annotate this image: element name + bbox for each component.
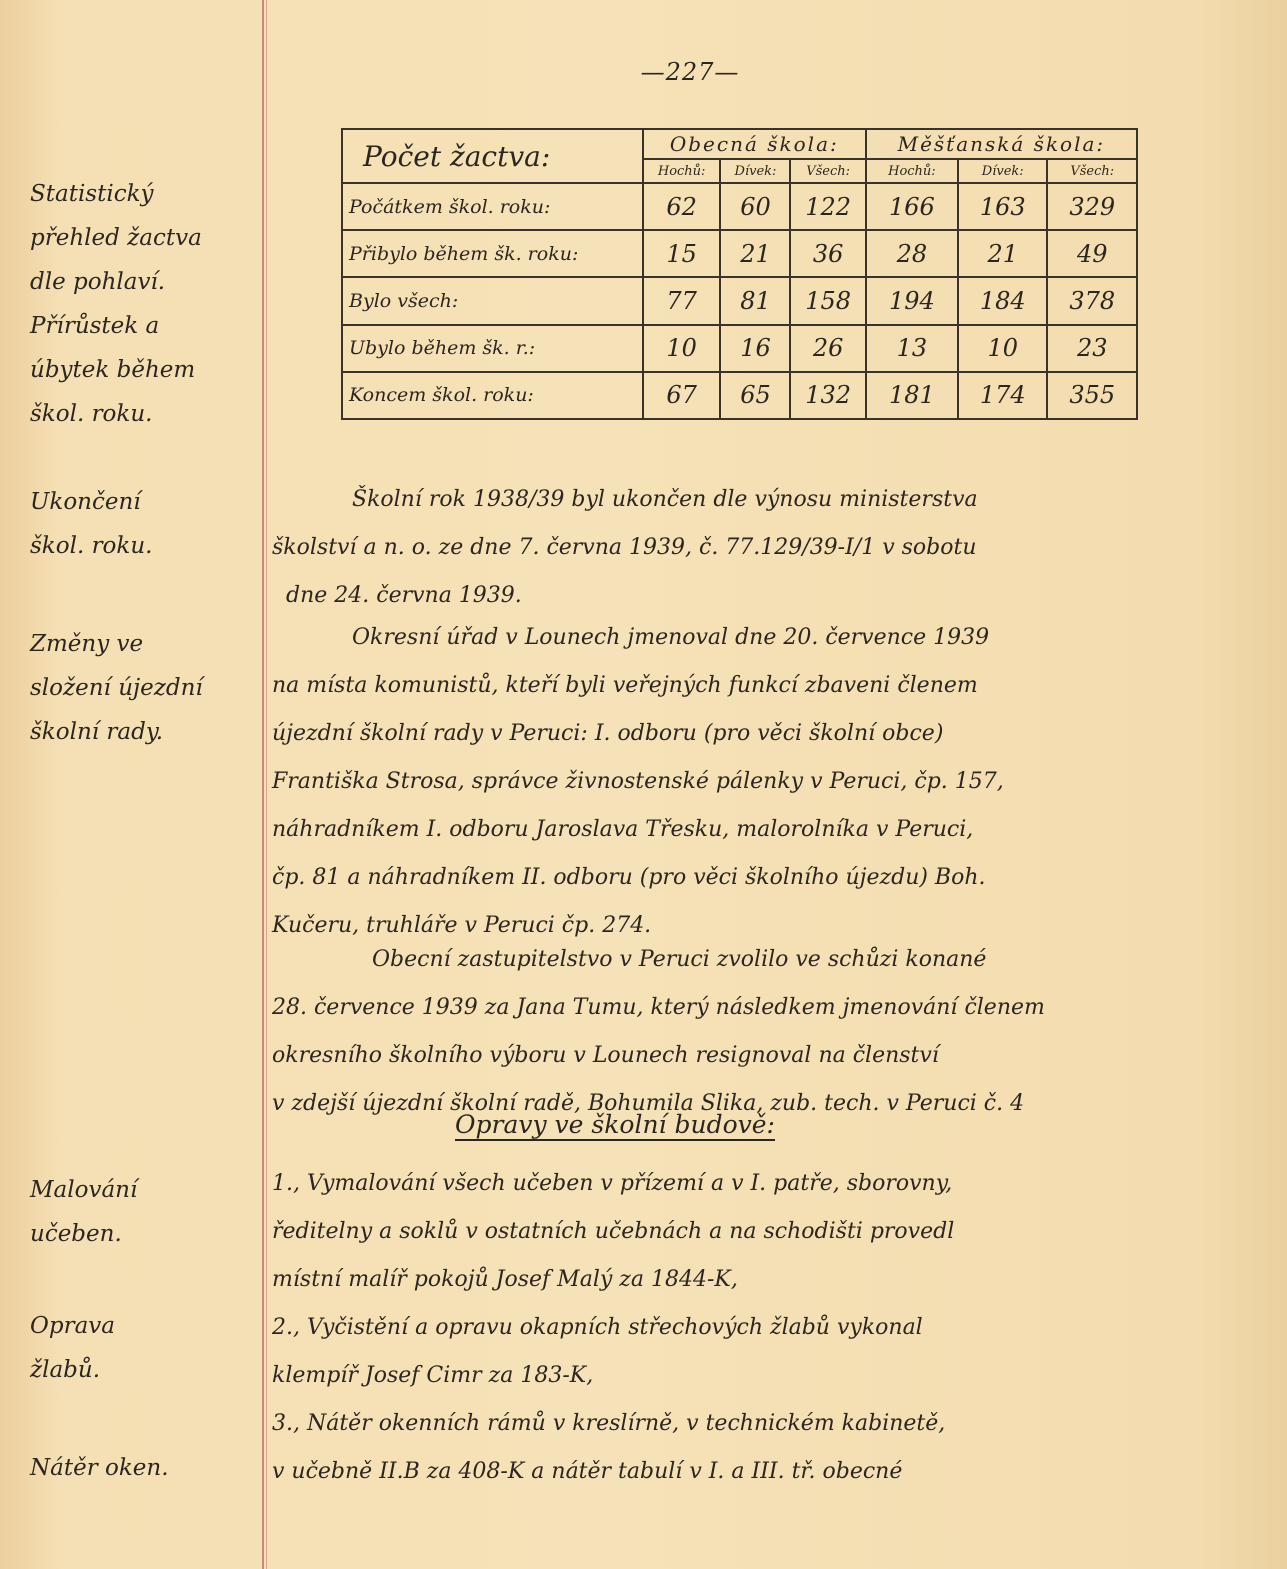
table-cell: 21: [720, 230, 790, 277]
table-cell: 378: [1047, 277, 1137, 324]
text-line: 28. července 1939 za Jana Tumu, který následkem jmenování členem: [272, 995, 1045, 1020]
table-cell: 132: [790, 372, 865, 419]
margin-note-line: učeben.: [30, 1221, 122, 1247]
table-cell: 355: [1047, 372, 1137, 419]
text-line: v zdejší újezdní školní radě, Bohumila Slika, zub. tech. v Peruci č. 4: [272, 1091, 1025, 1116]
row-label: Ubylo během šk. r.:: [342, 325, 643, 372]
table-cell: 181: [866, 372, 958, 419]
margin-note-line: Změny ve: [30, 631, 144, 657]
text-line: Obecní zastupitelstvo v Peruci zvolilo ve schůzi konané: [372, 947, 987, 972]
table-cell: 174: [958, 372, 1047, 419]
margin-note-gutters: [30, 1304, 256, 1392]
text-line: Školní rok 1938/39 byl ukončen dle výnosu ministerstva: [352, 487, 978, 512]
table-cell: 23: [1047, 325, 1137, 372]
column-header: Hochů:: [866, 159, 958, 183]
list-item: 2., Vyčistění a opravu okapních střechových žlabů vykonal: [272, 1315, 923, 1340]
table-cell: 184: [958, 277, 1047, 324]
column-header: Dívek:: [958, 159, 1047, 183]
margin-note-line: Přírůstek a: [30, 313, 160, 339]
margin-note-line: Oprava: [30, 1313, 115, 1339]
margin-note-line: Statistický: [30, 181, 154, 207]
text-line: čp. 81 a náhradníkem II. odboru (pro věci školního újezdu) Boh.: [272, 865, 986, 890]
table-row: [342, 277, 1137, 324]
table-cell: 122: [790, 183, 865, 230]
table-row: [342, 230, 1137, 277]
margin-note-line: Nátěr oken.: [30, 1455, 169, 1481]
table-cell: 36: [790, 230, 865, 277]
table-cell: 26: [790, 325, 865, 372]
table-cell: 329: [1047, 183, 1137, 230]
table-cell: 10: [643, 325, 721, 372]
paragraph-council-changes: [272, 614, 1262, 950]
text-line: ředitelny a soklů v ostatních učebnách a na schodišti provedl: [272, 1219, 955, 1244]
list-item: 3., Nátěr okenních rámů v kreslírně, v technickém kabinetě,: [272, 1411, 946, 1436]
table-cell: 194: [866, 277, 958, 324]
table-title: Počet žactva:: [342, 129, 643, 183]
pupil-statistics-table: [341, 128, 1138, 420]
margin-note-painting: [30, 1168, 256, 1256]
margin-note-windows: [30, 1446, 256, 1490]
table-cell: 77: [643, 277, 721, 324]
text-line: v učebně II.B za 408-K a nátěr tabulí v I. a III. tř. obecné: [272, 1459, 903, 1484]
table-cell: 16: [720, 325, 790, 372]
table-cell: 67: [643, 372, 721, 419]
table-row: [342, 325, 1137, 372]
paragraph-municipal-council: [272, 936, 1262, 1128]
text-line: klempíř Josef Cimr za 183-K,: [272, 1363, 594, 1388]
margin-note-line: úbytek během: [30, 357, 196, 383]
repairs-heading: Opravy ve školní budově:: [455, 1110, 775, 1139]
margin-rule-inner: [266, 0, 267, 1569]
text-line: místní malíř pokojů Josef Malý za 1844-K,: [272, 1267, 738, 1292]
margin-note-statistics: [30, 172, 256, 436]
text-line: Kučeru, truhláře v Peruci čp. 274.: [272, 913, 652, 938]
row-label: Koncem škol. roku:: [342, 372, 643, 419]
margin-note-line: škol. roku.: [30, 401, 153, 427]
text-line: Františka Strosa, správce živnostenské pálenky v Peruci, čp. 157,: [272, 769, 1004, 794]
table-cell: 81: [720, 277, 790, 324]
row-label: Bylo všech:: [342, 277, 643, 324]
text-line: na místa komunistů, kteří byli veřejných funkcí zbaveni členem: [272, 673, 978, 698]
table-cell: 49: [1047, 230, 1137, 277]
table-cell: 10: [958, 325, 1047, 372]
group-header-obecna: Obecná škola:: [643, 129, 866, 159]
margin-note-line: dle pohlaví.: [30, 269, 166, 295]
text-line: školství a n. o. ze dne 7. června 1939, č. 77.129/39-I/1 v sobotu: [272, 535, 977, 560]
column-header: Všech:: [1047, 159, 1137, 183]
table-cell: 60: [720, 183, 790, 230]
margin-note-line: škol. roku.: [30, 533, 153, 559]
table-cell: 28: [866, 230, 958, 277]
row-label: Počátkem škol. roku:: [342, 183, 643, 230]
table-cell: 163: [958, 183, 1047, 230]
text-line: újezdní školní rady v Peruci: I. odboru (pro věci školní obce): [272, 721, 944, 746]
margin-note-line: Ukončení: [30, 489, 141, 515]
table-cell: 13: [866, 325, 958, 372]
table-cell: 21: [958, 230, 1047, 277]
table-cell: 65: [720, 372, 790, 419]
margin-note-line: přehled žactva: [30, 225, 202, 251]
table-cell: 15: [643, 230, 721, 277]
text-line: Okresní úřad v Lounech jmenoval dne 20. července 1939: [352, 625, 990, 650]
table-cell: 62: [643, 183, 721, 230]
group-header-mestanska: Měšťanská škola:: [866, 129, 1137, 159]
table-cell: 166: [866, 183, 958, 230]
text-line: dne 24. června 1939.: [286, 583, 522, 608]
margin-note-council: [30, 622, 256, 754]
column-header: Hochů:: [643, 159, 721, 183]
table-row: [342, 372, 1137, 419]
margin-note-line: žlabů.: [30, 1357, 101, 1383]
text-line: okresního školního výboru v Lounech resignoval na členství: [272, 1043, 939, 1068]
margin-note-line: složení újezdní: [30, 675, 203, 701]
margin-rule: [262, 0, 264, 1569]
text-line: náhradníkem I. odboru Jaroslava Třesku, malorolníka v Peruci,: [272, 817, 974, 842]
row-label: Přibylo během šk. roku:: [342, 230, 643, 277]
margin-note-line: školní rady.: [30, 719, 164, 745]
page-number: —227—: [640, 58, 740, 86]
repairs-list: [272, 1160, 1262, 1496]
paragraph-end-of-year: [272, 476, 1262, 620]
column-header: Všech:: [790, 159, 865, 183]
margin-note-line: Malování: [30, 1177, 138, 1203]
column-header: Dívek:: [720, 159, 790, 183]
table-cell: 158: [790, 277, 865, 324]
list-item: 1., Vymalování všech učeben v přízemí a v I. patře, sborovny,: [272, 1171, 953, 1196]
table-row: [342, 183, 1137, 230]
margin-note-year-end: [30, 480, 256, 568]
